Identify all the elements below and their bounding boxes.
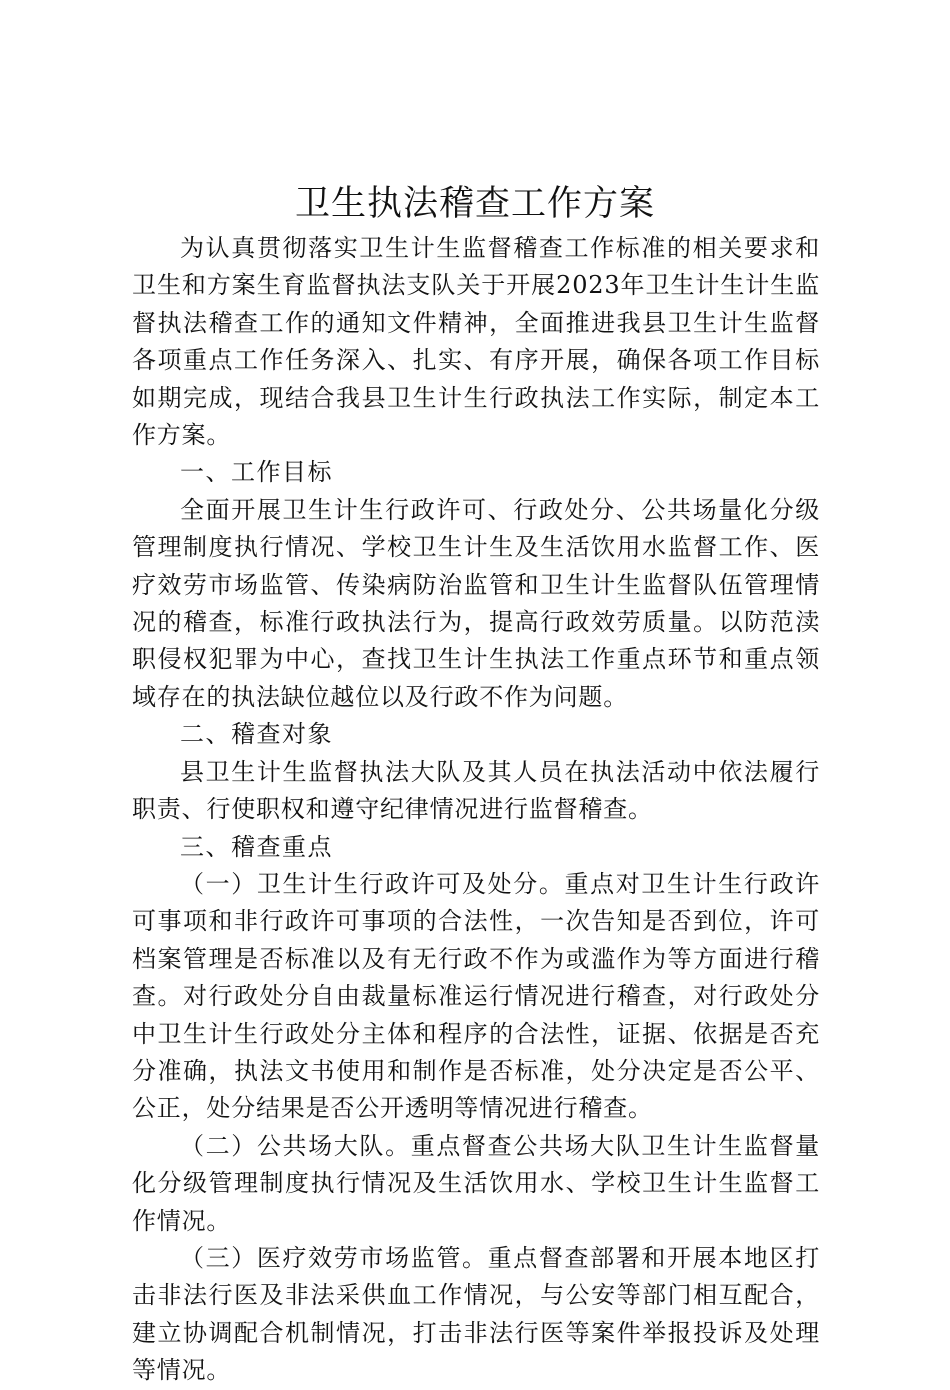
goals-paragraph: 全面开展卫生计生行政许可、行政处分、公共场量化分级管理制度执行情况、学校卫生计生及生活饮用水监督工作、医疗效劳市场监管、传染病防治监管和卫生计生监督队伍管理情况的稽查，标准行政执法行为，提高行政效劳质量。以防范渎职侵权犯罪为中心，查找卫生计生执法工作重点环节和重点领域存在的执法缺位越位以及行政不作为问题。 xyxy=(132,495,820,711)
focus-item-2-paragraph: （二）公共场大队。重点督查公共场大队卫生计生监督量化分级管理制度执行情况及生活饮用水、学校卫生计生监督工作情况。 xyxy=(132,1131,820,1235)
document-title: 卫生执法稽查工作方案 xyxy=(294,184,655,224)
section-heading-targets: 二、稽查对象 xyxy=(180,720,333,749)
document-body xyxy=(132,230,820,1390)
intro-paragraph: 为认真贯彻落实卫生计生监督稽查工作标准的相关要求和卫生和方案生育监督执法支队关于开展2023年卫生计生计生监督执法稽查工作的通知文件精神，全面推进我县卫生计生监督各项重点工作任务深入、扎实、有序开展，确保各项工作目标如期完成，现结合我县卫生计生行政执法工作实际，制定本工作方案。 xyxy=(132,234,820,450)
focus-item-1-paragraph: （一）卫生计生行政许可及处分。重点对卫生计生行政许可事项和非行政许可事项的合法性，一次告知是否到位，许可档案管理是否标准以及有无行政不作为或滥作为等方面进行稽查。对行政处分自由裁量标准运行情况进行稽查，对行政处分中卫生计生行政处分主体和程序的合法性，证据、依据是否充分准确，执法文书使用和制作是否标准，处分决定是否公平、公正，处分结果是否公开透明等情况进行稽查。 xyxy=(132,869,820,1123)
section-heading-focus: 三、稽查重点 xyxy=(180,832,333,861)
targets-paragraph: 县卫生计生监督执法大队及其人员在执法活动中依法履行职责、行使职权和遵守纪律情况进行监督稽查。 xyxy=(132,757,820,824)
focus-item-3-paragraph: （三）医疗效劳市场监管。重点督查部署和开展本地区打击非法行医及非法采供血工作情况，与公安等部门相互配合，建立协调配合机制情况，打击非法行医等案件举报投诉及处理等情况。 xyxy=(132,1243,820,1385)
section-heading-goals: 一、工作目标 xyxy=(180,458,333,487)
